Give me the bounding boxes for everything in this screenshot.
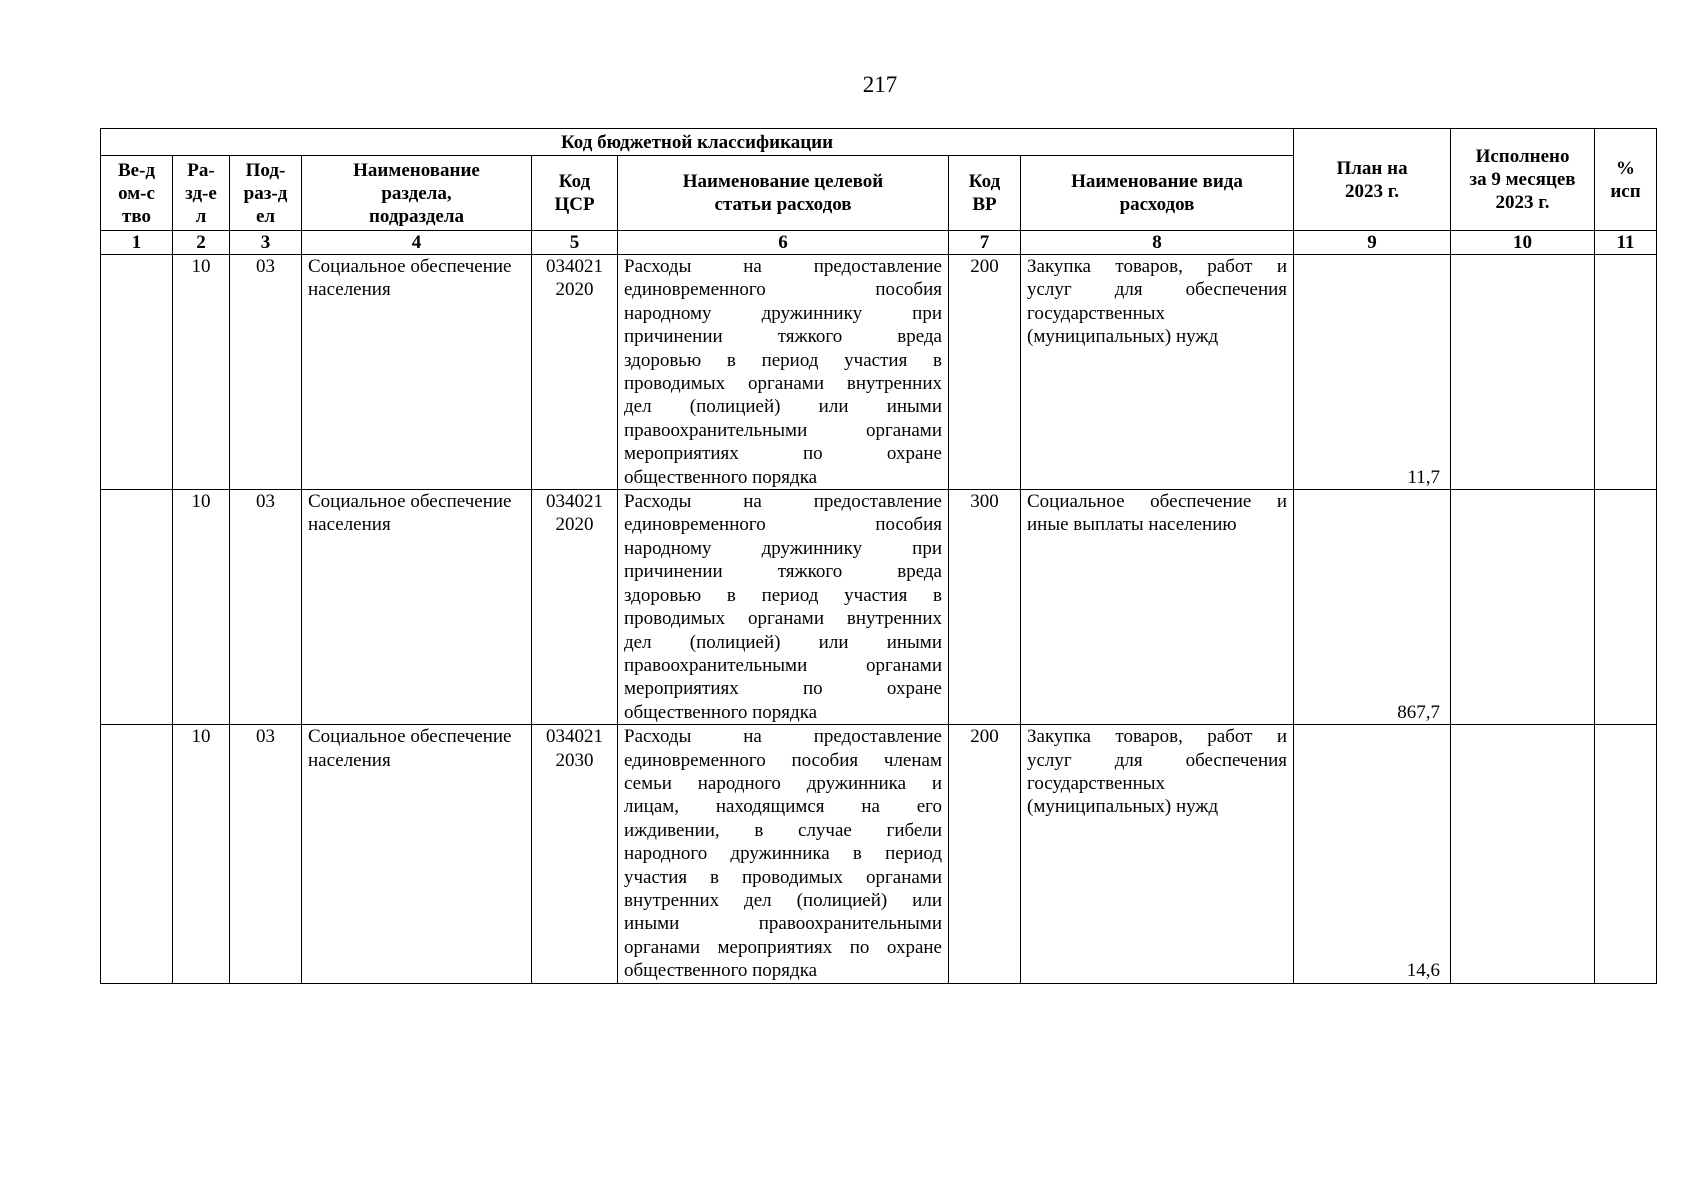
table-row	[101, 255, 1657, 490]
department-cell	[101, 725, 173, 983]
target-item-name-cell: Расходы на предоставление единовременного пособия народному дружиннику при причинении тяжкого вреда здоровью в период участия в проводимых органами внутренних дел (полицией) или иными правоохранительными органами мероприятиях по охране общественного порядка	[618, 490, 949, 725]
plan-amount-cell: 867,7	[1294, 490, 1451, 725]
section-name-cell: Социальное обеспечение населения	[302, 490, 532, 725]
section-cell: 10	[173, 725, 230, 983]
column-number: 5	[532, 231, 618, 255]
column-number: 11	[1595, 231, 1657, 255]
table-row	[101, 490, 1657, 725]
budget-table	[100, 128, 1657, 984]
department-cell	[101, 255, 173, 490]
column-number-row	[101, 231, 1657, 255]
target-code-cell: 034021 2030	[532, 725, 618, 983]
expense-type-name-cell: Закупка товаров, работ и услуг для обеспечения государственных (муниципальных) нужд	[1021, 725, 1294, 983]
header-target-item-name: Наименование целевой статьи расходов	[618, 156, 949, 231]
section-name-cell: Социальное обеспечение населения	[302, 725, 532, 983]
plan-amount-cell: 11,7	[1294, 255, 1451, 490]
executed-amount-cell	[1451, 725, 1595, 983]
column-number: 10	[1451, 231, 1595, 255]
expense-type-code-cell: 200	[949, 255, 1021, 490]
expense-type-name-cell: Закупка товаров, работ и услуг для обеспечения государственных (муниципальных) нужд	[1021, 255, 1294, 490]
target-item-name-cell: Расходы на предоставление единовременного пособия членам семьи народного дружинника и лицам, находящимся на его иждивении, в случае гибели народного дружинника в период участия в проводимых органами внутренних дел (полицией) или иными правоохранительными органами мероприятиях по охране общественного порядка	[618, 725, 949, 983]
header-department: Ве-дом-ство	[101, 156, 173, 231]
header-percent-executed: % исп	[1595, 129, 1657, 231]
header-target-code: Код ЦСР	[532, 156, 618, 231]
section-cell: 10	[173, 490, 230, 725]
header-expense-type-name: Наименование вида расходов	[1021, 156, 1294, 231]
expense-type-code-cell: 200	[949, 725, 1021, 983]
column-number: 8	[1021, 231, 1294, 255]
column-number: 1	[101, 231, 173, 255]
page-number: 217	[862, 72, 898, 97]
percent-executed-cell	[1595, 490, 1657, 725]
column-number: 3	[230, 231, 302, 255]
column-number: 9	[1294, 231, 1451, 255]
column-number: 4	[302, 231, 532, 255]
department-cell	[101, 490, 173, 725]
header-executed-9-months: Исполнено за 9 месяцев 2023 г.	[1451, 129, 1595, 231]
executed-amount-cell	[1451, 490, 1595, 725]
subsection-cell: 03	[230, 725, 302, 983]
column-number: 7	[949, 231, 1021, 255]
header-section-name: Наименование раздела, подраздела	[302, 156, 532, 231]
header-expense-type-code: Код ВР	[949, 156, 1021, 231]
percent-executed-cell	[1595, 255, 1657, 490]
target-code-cell: 034021 2020	[532, 255, 618, 490]
header-subsection: Под-раз-дел	[230, 156, 302, 231]
section-cell: 10	[173, 255, 230, 490]
target-item-name-cell: Расходы на предоставление единовременного пособия народному дружиннику при причинении тяжкого вреда здоровью в период участия в проводимых органами внутренних дел (полицией) или иными правоохранительными органами мероприятиях по охране общественного порядка	[618, 255, 949, 490]
expense-type-name-cell: Социальное обеспечение и иные выплаты населению	[1021, 490, 1294, 725]
subsection-cell: 03	[230, 490, 302, 725]
column-number: 6	[618, 231, 949, 255]
header-budget-classification-code: Код бюджетной классификации	[101, 129, 1294, 156]
percent-executed-cell	[1595, 725, 1657, 983]
plan-amount-cell: 14,6	[1294, 725, 1451, 983]
target-code-cell: 034021 2020	[532, 490, 618, 725]
section-name-cell: Социальное обеспечение населения	[302, 255, 532, 490]
executed-amount-cell	[1451, 255, 1595, 490]
table-row	[101, 725, 1657, 983]
table-header	[101, 129, 1657, 255]
subsection-cell: 03	[230, 255, 302, 490]
header-plan-2023: План на 2023 г.	[1294, 129, 1451, 231]
column-number: 2	[173, 231, 230, 255]
header-section: Ра-зд-ел	[173, 156, 230, 231]
expense-type-code-cell: 300	[949, 490, 1021, 725]
